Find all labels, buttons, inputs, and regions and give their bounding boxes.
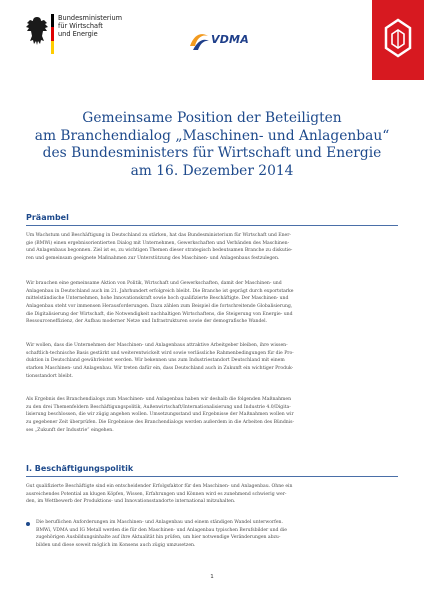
text-line: Anlagenbau steht vor immensen Herausforderungen. Dazu zählen zum Beispiel die fortschreitende Globalisierung, bbox=[26, 304, 293, 310]
section-divider bbox=[26, 225, 398, 226]
section-heading-employment: I. Beschäftigungspolitik bbox=[26, 464, 134, 473]
text-line: zu den drei Themenfeldern Beschäftigungspolitik, Außenwirtschaft/Internationalisierung und Industrie 4.0/Digita- bbox=[26, 404, 291, 410]
page-number: 1 bbox=[210, 574, 214, 580]
paragraph-1 bbox=[26, 232, 398, 263]
ministry-name: Bundesministerium für Wirtschaft und Energie bbox=[58, 14, 123, 39]
document-header bbox=[0, 0, 424, 90]
text-line: zu gegebener Zeit überprüfen. Die Ergebnisse des Branchendialogs werden außerdem in die Arbeiten des Bündnis- bbox=[26, 420, 294, 426]
german-flag-bar bbox=[51, 14, 54, 54]
paragraph-2 bbox=[26, 280, 398, 326]
section-divider bbox=[26, 476, 398, 477]
text-line: tionsstandort bleibt. bbox=[26, 373, 73, 379]
text-line: Gut qualifizierte Beschäftigte sind ein entscheidender Erfolgsfaktor für den Maschinen- und Anlagenbau. Ohne ein bbox=[26, 484, 293, 489]
paragraph-4 bbox=[26, 396, 398, 434]
text-line: Die beruflichen Anforderungen im Maschinen- und Anlagenbau und einem ständigen Wandel unterworfen. bbox=[36, 520, 283, 525]
text-line: die Digitalisierung der Wirtschaft, die Notwendigkeit nachhaltigen Wirtschaftens, die Steigerung von Energie- und bbox=[26, 311, 293, 317]
paragraph-3 bbox=[26, 342, 398, 380]
document-title bbox=[20, 110, 404, 180]
text-line: mittelständische Unternehmen, hohe Innovationskraft sowie hoch qualifizierte Beschäftigte. Der Maschinen- und bbox=[26, 296, 289, 302]
vdma-logo-text: VDMA bbox=[211, 33, 249, 46]
title-line: des Bundesministers für Wirtschaft und Energie bbox=[42, 145, 382, 161]
text-line: und Anlagenbaus begonnen. Ziel ist es, zu wichtigen Themen dieser strategisch bedeutsamen Branche zu diskutie- bbox=[26, 248, 293, 254]
bullet-paragraph bbox=[36, 519, 398, 550]
text-line: Wir wollen, dass die Unternehmen der Maschinen- und Anlagenbaus attraktive Arbeitgeber bleiben, ihre wissen- bbox=[26, 343, 288, 348]
text-line: zugehörigen Ausbildungsinhalte auf ihre Aktualität hin prüfen, um hier notwendige Veränderungen abzu- bbox=[36, 535, 281, 541]
text-line: den, im Wettbewerb der Produktions- und Innovationsstandorte international mitzuhalten. bbox=[26, 499, 236, 505]
ig-metall-emblem-icon bbox=[372, 0, 424, 80]
preamble-heading: Präambel bbox=[26, 213, 69, 222]
title-line: am 16. Dezember 2014 bbox=[130, 162, 294, 179]
text-line: lisierung beschlossen, die wir zügig angehen wollen. Umsetzungsstand und Ergebnisse der Maßnahmen wollen wir bbox=[26, 412, 294, 418]
text-line: bilden und diese soweit möglich im Konsens auch zügig umzusetzen. bbox=[36, 543, 196, 549]
text-line: BMWi, VDMA und IG Metall werden die für den Maschinen- und Anlagenbau typischen Berufsbilder und die bbox=[36, 527, 287, 533]
text-line: Wir brauchen eine gemeinsame Aktion von Politik, Wirtschaft und Gewerkschaften, damit der Maschinen- und bbox=[26, 281, 282, 286]
title-line: Gemeinsame Position der Beteiligten bbox=[82, 110, 342, 126]
text-line: duktion in Deutschland gewährleistet werden. Wir bekennen uns zum Industriestandort Deutschland mit einem bbox=[26, 358, 285, 364]
text-line: gie (BMWi) einen ergebnisorientierten Dialog mit Unternehmen, Gewerkschaften und Verbänden des Maschinen- bbox=[26, 240, 290, 246]
text-line: Um Wachstum und Beschäftigung in Deutschland zu stärken, hat das Bundesministerium für Wirtschaft und Ener- bbox=[26, 233, 291, 238]
text-line: ses „Zukunft der Industrie“ eingehen. bbox=[26, 427, 114, 433]
text-line: Ressourceneffizienz, der Aufbau moderner Netze und Infrastrukturen sowie der demografische Wandel. bbox=[26, 319, 268, 325]
text-line: Als Ergebnis des Branchendialogs zum Maschinen- und Anlagenbau haben wir deshalb die folgenden Maßnahmen bbox=[26, 397, 292, 402]
bullet-point-icon bbox=[26, 522, 30, 526]
title-line: am Branchendialog „Maschinen- und Anlagenbau“ bbox=[34, 127, 390, 144]
text-line: schaftlich-technische Basis gestärkt und weiterentwickelt wird sowie verlässliche Rahmenbedingungen für die Pro- bbox=[26, 350, 294, 356]
text-line: starken Maschinen- und Anlagenbau. Wir treten dafür ein, dass Deutschland auch in Zukunft ein wichtiger Produk- bbox=[26, 366, 294, 372]
text-line: Anlagenbau in Deutschland auch im 21. Jahrhundert erfolgreich bleibt. Die Branche ist geprägt durch exportstarke bbox=[26, 288, 294, 294]
text-line: ausreichendes Potential an klugen Köpfen, Wissen, Erfahrungen und Können wird es zunehmend schwierig wer- bbox=[26, 491, 287, 497]
text-line: ren und gemeinsam geeignete Maßnahmen zur Unterstützung des Maschinen- und Anlagenbaus festzulegen. bbox=[26, 256, 280, 262]
paragraph-employment bbox=[26, 483, 398, 506]
federal-eagle-icon bbox=[24, 14, 50, 54]
ig-metall-logo bbox=[372, 0, 424, 80]
